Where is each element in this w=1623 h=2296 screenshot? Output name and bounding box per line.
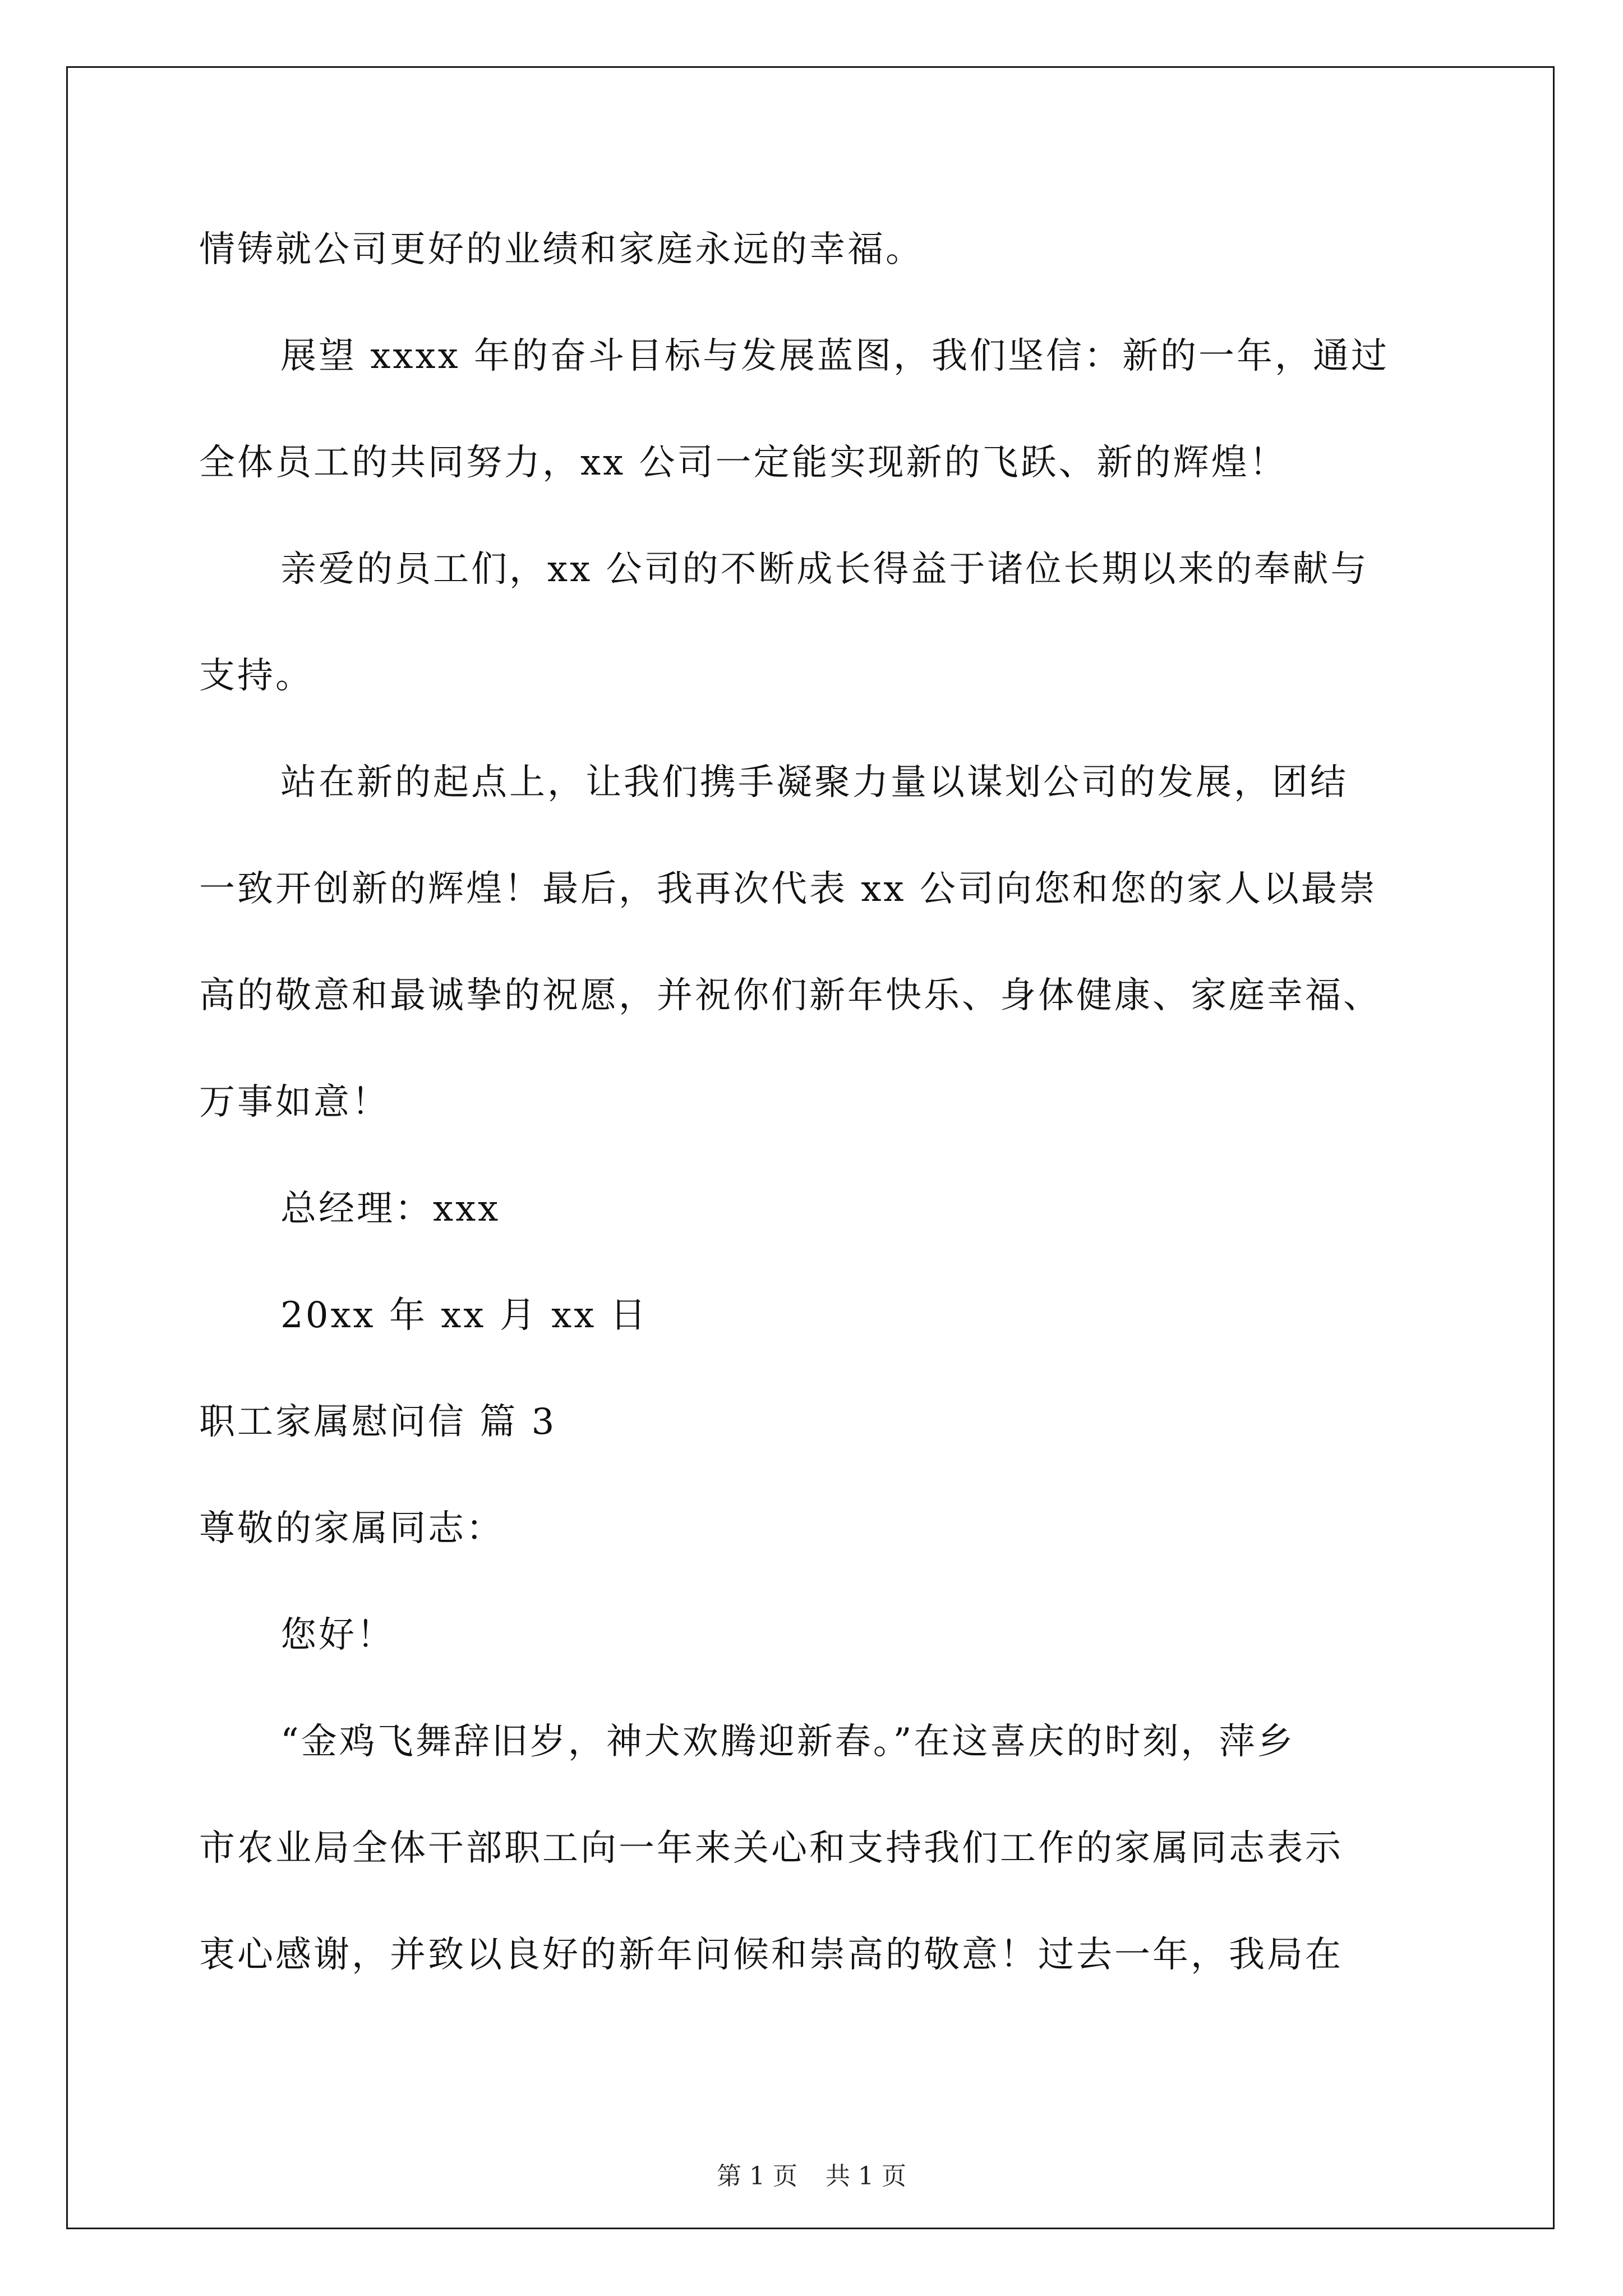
page-footer xyxy=(0,2160,1623,2193)
body-line-7: 一致开创新的辉煌！最后，我再次代表 xx 公司向您和您的家人以最崇 xyxy=(199,868,1377,910)
signature-line: 总经理：xxx xyxy=(280,1188,501,1230)
body-line-4: 亲爱的员工们，xx 公司的不断成长得益于诸位长期以来的奉献与 xyxy=(280,549,1369,590)
page-total: 共 1 页 xyxy=(826,2162,906,2191)
page-border xyxy=(66,66,1555,2229)
body-line-15: “金鸡飞舞辞旧岁，神犬欢腾迎新春。”在这喜庆的时刻，萍乡 xyxy=(280,1721,1295,1763)
body-line-8: 高的敬意和最诚挚的祝愿，并祝你们新年快乐、身体健康、家庭幸福、 xyxy=(199,975,1381,1016)
body-line-6: 站在新的起点上，让我们携手凝聚力量以谋划公司的发展，团结 xyxy=(280,762,1348,803)
body-line-5: 支持。 xyxy=(199,655,313,697)
page-number: 第 1 页 xyxy=(717,2162,797,2191)
greeting: 您好！ xyxy=(280,1614,395,1656)
section-heading: 职工家属慰问信 篇 3 xyxy=(199,1401,557,1443)
body-line-17: 衷心感谢，并致以良好的新年问候和崇高的敬意！过去一年，我局在 xyxy=(199,1934,1343,1976)
body-line-16: 市农业局全体干部职工向一年来关心和支持我们工作的家属同志表示 xyxy=(199,1828,1343,1869)
body-line-3: 全体员工的共同努力，xx 公司一定能实现新的飞跃、新的辉煌！ xyxy=(199,442,1288,484)
body-line-2: 展望 xxxx 年的奋斗目标与发展蓝图，我们坚信：新的一年，通过 xyxy=(280,335,1390,377)
body-line-1: 情铸就公司更好的业绩和家庭永远的幸福。 xyxy=(199,229,924,270)
body-line-9: 万事如意！ xyxy=(199,1082,390,1123)
salutation: 尊敬的家属同志： xyxy=(199,1508,504,1549)
date-line: 20xx 年 xx 月 xx 日 xyxy=(280,1295,648,1336)
